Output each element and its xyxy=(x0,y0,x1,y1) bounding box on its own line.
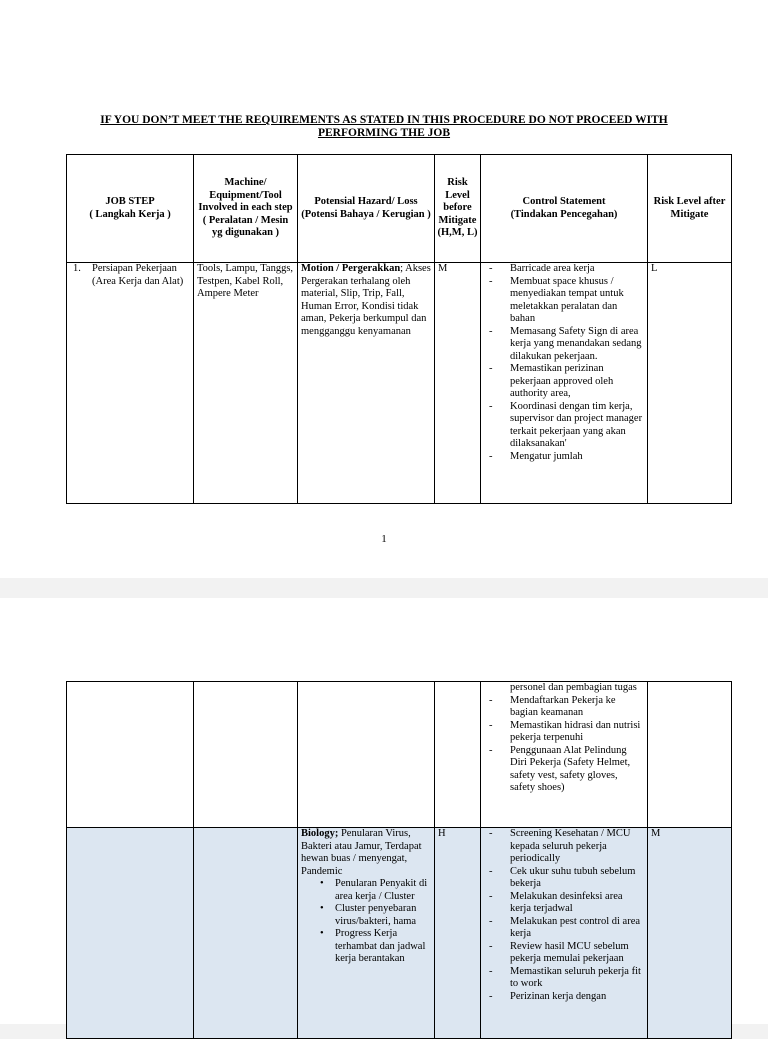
warning-heading: IF YOU DON’T MEET THE REQUIREMENTS AS STATED IN THIS PROCEDURE DO NOT PROCEED WITH PERFORMING THE JOB xyxy=(100,114,668,139)
cell-job-step xyxy=(67,682,194,828)
cell-risk-before: H xyxy=(435,828,481,1039)
step-number: 1. xyxy=(73,263,81,274)
jsa-table-page-1 xyxy=(66,154,732,504)
hazard-title: Biology; xyxy=(301,828,339,839)
list-item: - Cek ukur suhu tubuh sebelum bekerja xyxy=(510,866,644,891)
list-item: - Penggunaan Alat Pelindung Diri Pekerja (Safety Helmet, safety vest, safety gloves, safety shoes) xyxy=(510,745,644,795)
list-item: - Perizinan kerja dengan xyxy=(510,991,644,1004)
cell-job-step xyxy=(67,263,194,504)
list-item: - Memasang Safety Sign di area kerja yang menandakan sedang dilakukan pekerjaan. xyxy=(510,326,644,364)
list-item: - Memastikan seluruh pekerja fit to work xyxy=(510,966,644,991)
table-row xyxy=(67,263,732,504)
cell-tools xyxy=(194,682,298,828)
list-item: - Koordinasi dengan tim kerja, supervisor dan project manager terkait pekerjaan yang akan dilaksanakan' xyxy=(510,401,644,451)
header-hazard: Potensial Hazard/ Loss (Potensi Bahaya / Kerugian ) xyxy=(298,155,435,263)
list-item: - Screening Kesehatan / MCU kepada seluruh pekerja periodically xyxy=(510,828,644,866)
page-number: 1 xyxy=(381,533,387,545)
cell-risk-after: L xyxy=(648,263,732,504)
hazard-text: Penularan Virus, Bakteri atau Jamur, Terdapat hewan buas / menyengat, Pandemic xyxy=(301,828,422,877)
cell-risk-before: M xyxy=(435,263,481,504)
continued-text: personel dan pembagian tugas xyxy=(510,682,637,693)
cell-risk-after: M xyxy=(648,828,732,1039)
cell-tools xyxy=(194,828,298,1039)
jsa-table-page-2 xyxy=(66,681,732,1039)
cell-risk-after xyxy=(648,682,732,828)
cell-controls xyxy=(481,828,648,1039)
cell-job-step xyxy=(67,828,194,1039)
list-item: - Mengatur jumlah xyxy=(510,451,644,464)
list-item: • Cluster penyebaran virus/bakteri, hama xyxy=(335,903,431,928)
cell-risk-before xyxy=(435,682,481,828)
cell-hazard xyxy=(298,263,435,504)
cell-controls xyxy=(481,682,648,828)
list-item: - Memastikan hidrasi dan nutrisi pekerja terpenuhi xyxy=(510,720,644,745)
header-control: Control Statement (Tindakan Pencegahan) xyxy=(481,155,648,263)
list-item: • Penularan Penyakit di area kerja / Cluster xyxy=(335,878,431,903)
step-text: Persiapan Pekerjaan (Area Kerja dan Alat) xyxy=(92,263,184,287)
table-row xyxy=(67,682,732,828)
hazard-title: Motion / Pergerakkan xyxy=(301,263,401,274)
hazard-text: ; Akses Pergerakan terhalang oleh material, Slip, Trip, Fall, Human Error, Kondisi tidak aman, Pekerja berkumpul dan mengganggu kenyamanan xyxy=(301,263,431,337)
table-row-highlighted xyxy=(67,828,732,1039)
cell-tools: Tools, Lampu, Tanggs, Testpen, Kabel Roll, Ampere Meter xyxy=(194,263,298,504)
list-item: - Mendaftarkan Pekerja ke bagian keamanan xyxy=(510,695,644,720)
list-item: • Progress Kerja terhambat dan jadwal kerja berantakan xyxy=(335,928,431,966)
list-item: - Memastikan perizinan pekerjaan approved oleh authority area, xyxy=(510,363,644,401)
cell-controls xyxy=(481,263,648,504)
cell-hazard xyxy=(298,828,435,1039)
list-item: - Barricade area kerja xyxy=(510,263,644,276)
list-item: - Melakukan desinfeksi area kerja terjadwal xyxy=(510,891,644,916)
list-item: - Membuat space khusus / menyediakan tempat untuk meletakkan peralatan dan bahan xyxy=(510,276,644,326)
header-job-step: JOB STEP ( Langkah Kerja ) xyxy=(67,155,194,263)
list-item: - Review hasil MCU sebelum pekerja memulai pekerjaan xyxy=(510,941,644,966)
list-item: - Melakukan pest control di area kerja xyxy=(510,916,644,941)
header-machine: Machine/ Equipment/Tool Involved in each step ( Peralatan / Mesin yg digunakan ) xyxy=(194,155,298,263)
cell-hazard xyxy=(298,682,435,828)
document-page-2 xyxy=(0,598,768,1024)
table-header-row xyxy=(67,155,732,263)
header-risk-before: Risk Level before Mitigate (H,M, L) xyxy=(435,155,481,263)
header-risk-after: Risk Level after Mitigate xyxy=(648,155,732,263)
